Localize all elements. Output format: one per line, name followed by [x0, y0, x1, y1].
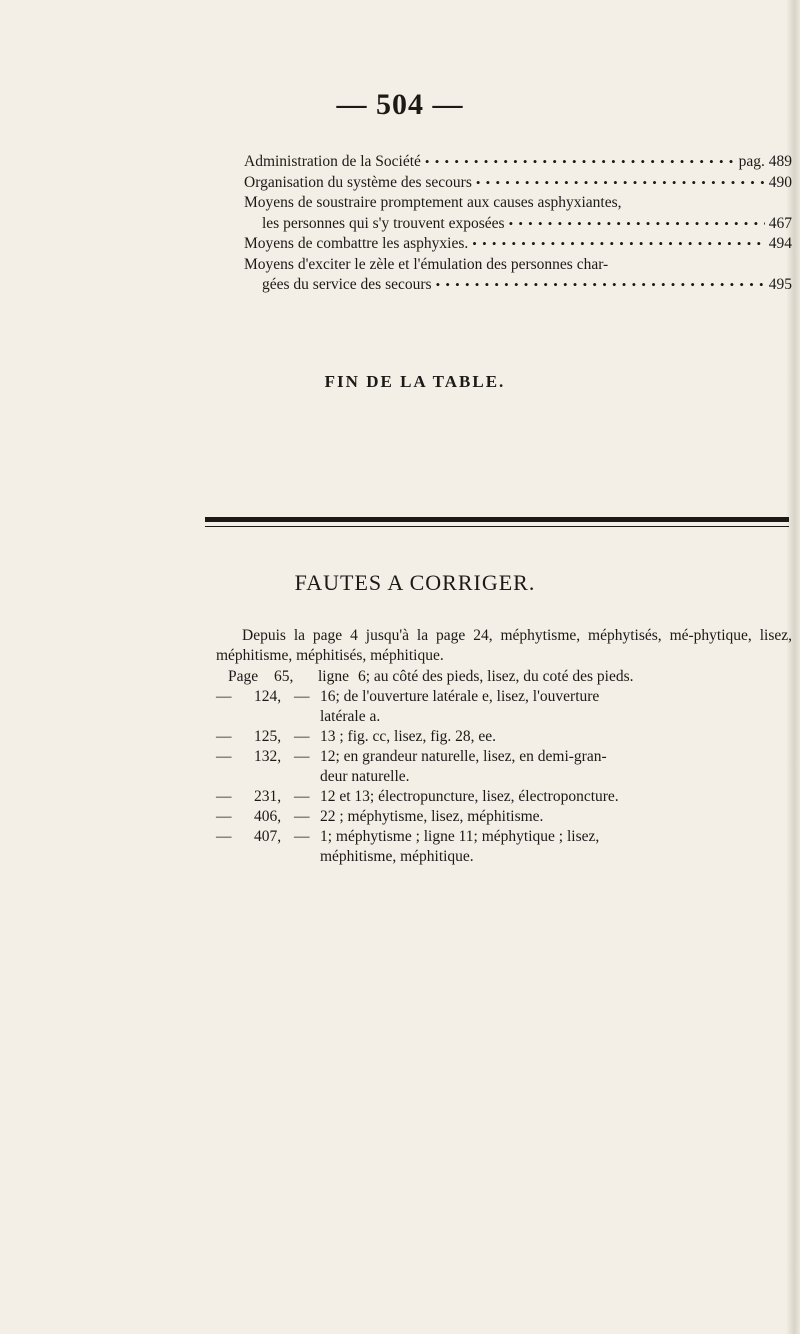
toc-entry-title-cont: les personnes qui s'y trouvent exposées: [262, 214, 505, 232]
errata-row: [216, 787, 792, 807]
leader-dots: [476, 173, 765, 194]
errata-correction-line: méphitisme, méphitique.: [320, 848, 474, 865]
toc-entry: [244, 173, 792, 194]
ditto-dash: —: [294, 688, 310, 705]
toc-entry-page: 490: [768, 173, 792, 191]
ditto-dash: —: [294, 788, 310, 805]
errata-correction-line: 1; méphytisme ; ligne 11; méphytique ; lisez,: [320, 828, 600, 845]
errata-row: [216, 747, 792, 787]
errata-correction: 6; au côté des pieds, lisez, du coté des pieds.: [358, 668, 634, 685]
page-number: — 504 —: [336, 88, 464, 121]
end-of-table-heading: FIN DE LA TABLE.: [324, 372, 506, 391]
toc-entry-title: Organisation du système des secours: [244, 173, 472, 191]
leader-dots: [425, 152, 735, 173]
toc-entry-title: Administration de la Société: [244, 153, 421, 170]
toc-entry-title: Moyens de combattre les asphyxies.: [244, 235, 469, 252]
errata-page: 406,: [254, 808, 282, 825]
errata-correction-line: 12 et 13; électropuncture, lisez, électroponcture.: [320, 788, 619, 805]
ditto-dash: —: [216, 728, 232, 745]
errata-correction: [320, 787, 792, 807]
divider-thick: [205, 517, 789, 522]
errata-correction-line: 16; de l'ouverture latérale e, lisez, l'ouverture: [320, 688, 600, 705]
toc-entry-title: Moyens de soustraire promptement aux causes asphyxiantes,: [244, 194, 622, 211]
errata-correction: [320, 807, 792, 827]
errata-page: 124,: [254, 688, 282, 705]
toc-entry-title-cont: gées du service des secours: [262, 276, 432, 293]
toc-entry-page: 467: [768, 214, 792, 232]
errata-row: [216, 827, 792, 867]
leader-dots: [436, 275, 765, 296]
errata-title: FAUTES A CORRIGER.: [294, 570, 536, 595]
toc-entry: [244, 234, 792, 255]
errata-row: [216, 667, 792, 687]
errata-row: [216, 687, 792, 727]
errata-row: [216, 727, 792, 747]
ditto-dash: —: [216, 748, 232, 765]
errata-correction: [320, 827, 792, 867]
ditto-dash: —: [294, 748, 310, 765]
leader-dots: [472, 234, 764, 255]
ditto-dash: —: [216, 688, 232, 705]
toc-entry-page: 495: [768, 276, 792, 293]
errata-correction-line: 22 ; méphytisme, lisez, méphitisme.: [320, 808, 544, 825]
ditto-dash: —: [294, 828, 310, 845]
ditto-dash: —: [216, 808, 232, 825]
ditto-dash: —: [294, 808, 310, 825]
errata-page: 407,: [254, 828, 282, 845]
table-of-contents: [244, 152, 792, 296]
errata-correction: [320, 687, 792, 727]
errata-row: [216, 807, 792, 827]
errata-page: 132,: [254, 748, 282, 765]
toc-entry-page: pag. 489: [738, 153, 792, 170]
errata-correction-line: 12; en grandeur naturelle, lisez, en demi-gran-: [320, 748, 607, 765]
toc-entry-title: Moyens d'exciter le zèle et l'émulation des personnes char-: [244, 255, 609, 273]
errata-page: 231,: [254, 788, 282, 805]
toc-entry-page: 494: [768, 235, 792, 252]
ditto-dash: —: [294, 728, 310, 745]
ditto-dash: —: [216, 788, 232, 805]
page-label: Page: [228, 668, 259, 685]
toc-entry: [244, 255, 792, 296]
errata-correction: [320, 727, 792, 747]
errata-list: [216, 626, 792, 867]
errata-correction-line: latérale a.: [320, 708, 381, 725]
toc-entry: [244, 152, 792, 173]
line-label: ligne: [318, 668, 349, 685]
ditto-dash: —: [216, 828, 232, 845]
divider-thin: [205, 526, 789, 527]
leader-dots: [509, 214, 765, 235]
errata-intro: Depuis la page 4 jusqu'à la page 24, méphytisme, méphytisés, mé-phytique, lisez, méphitisme, méphitisés, méphitique.: [216, 627, 792, 664]
toc-entry: [244, 193, 792, 234]
errata-page: 125,: [254, 728, 282, 745]
errata-correction-line: deur naturelle.: [320, 768, 410, 785]
errata-correction-line: 13 ; fig. cc, lisez, fig. 28, ee.: [320, 728, 497, 745]
errata-correction: [320, 747, 792, 787]
errata-page: 65,: [274, 668, 294, 685]
